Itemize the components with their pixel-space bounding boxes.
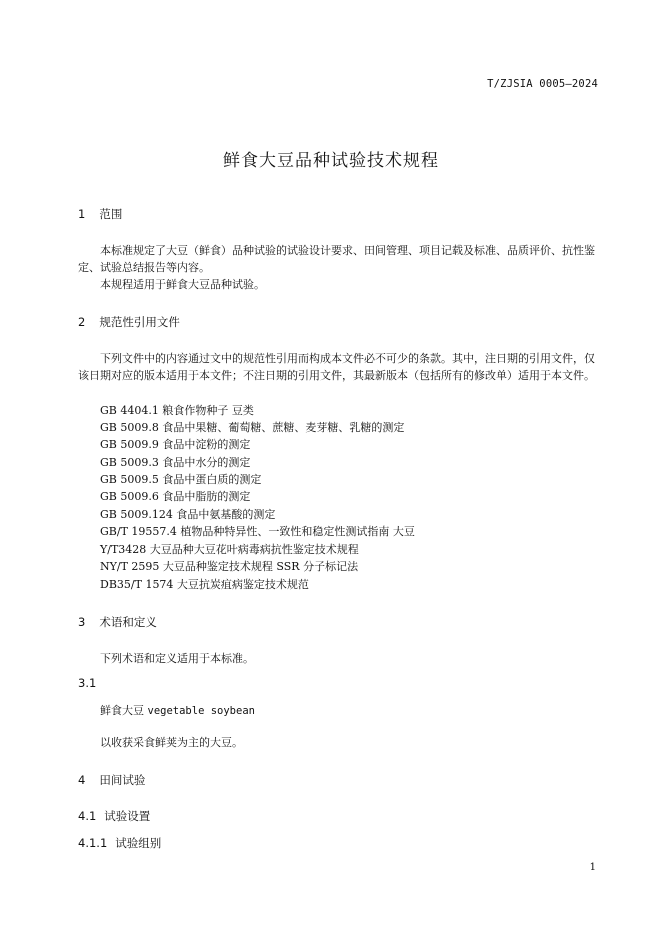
subsection-title: 试验组别 (115, 836, 162, 850)
section-title: 范围 (99, 207, 123, 221)
term-definition: 以收获采食鲜荚为主的大豆。 (100, 736, 243, 749)
term-chinese: 鲜食大豆 (100, 704, 144, 717)
section-title: 规范性引用文件 (99, 315, 180, 329)
section-number: 1 (78, 207, 86, 221)
subsection-title: 试验设置 (104, 809, 151, 823)
section-heading-field-trial (78, 772, 145, 788)
reference-item: Y/T3428 大豆品种大豆花叶病毒病抗性鉴定技术规程 (100, 543, 359, 556)
paragraph: 本标准规定了大豆（鲜食）品种试验的试验设计要求、田间管理、项目记载及标准、品质评价、抗性鉴定、试验总结报告等内容。 (78, 244, 595, 274)
paragraph: 下列文件中的内容通过文中的规范性引用而构成本文件必不可少的条款。其中，注日期的引用文件，仅该日期对应的版本适用于本文件；不注日期的引用文件，其最新版本（包括所有的修改单）适用于本文件。 (78, 352, 595, 382)
section-title: 田间试验 (99, 773, 146, 787)
page-title: 鲜食大豆品种试验技术规程 (223, 151, 439, 171)
subsection-heading-trial-setup (78, 808, 150, 824)
section-heading-scope (78, 206, 122, 222)
subsection-number: 4.1.1 (78, 836, 108, 850)
term-english: vegetable soybean (147, 705, 255, 717)
page-number: 1 (589, 862, 596, 873)
reference-item: NY/T 2595 大豆品种鉴定技术规程 SSR 分子标记法 (100, 560, 359, 573)
section-heading-terms (78, 614, 157, 630)
reference-item: GB 5009.124 食品中氨基酸的测定 (100, 508, 276, 521)
paragraph: 本规程适用于鲜食大豆品种试验。 (100, 278, 265, 291)
subsection-heading-trial-groups (78, 835, 161, 851)
term-entry (100, 702, 255, 718)
section-number: 4 (78, 773, 86, 787)
reference-item: GB 5009.6 食品中脂肪的测定 (100, 490, 251, 503)
reference-item: GB 5009.9 食品中淀粉的测定 (100, 438, 251, 451)
reference-item: GB 5009.3 食品中水分的测定 (100, 456, 251, 469)
subsection-number: 3.1 (78, 676, 97, 690)
reference-item: GB 5009.5 食品中蛋白质的测定 (100, 473, 262, 486)
paragraph: 下列术语和定义适用于本标准。 (100, 652, 254, 665)
reference-item: GB/T 19557.4 植物品种特异性、一致性和稳定性测试指南 大豆 (100, 525, 415, 538)
reference-item: GB 5009.8 食品中果糖、葡萄糖、蔗糖、麦芽糖、乳糖的测定 (100, 421, 405, 434)
reference-item: DB35/T 1574 大豆抗炭疽病鉴定技术规范 (100, 578, 309, 591)
section-number: 3 (78, 615, 86, 629)
section-title: 术语和定义 (99, 615, 157, 629)
subsection-number: 4.1 (78, 809, 97, 823)
section-number: 2 (78, 315, 86, 329)
section-heading-normative-references (78, 314, 180, 330)
document-number: T/ZJSIA 0005—2024 (487, 78, 598, 90)
reference-item: GB 4404.1 粮食作物种子 豆类 (100, 404, 254, 417)
